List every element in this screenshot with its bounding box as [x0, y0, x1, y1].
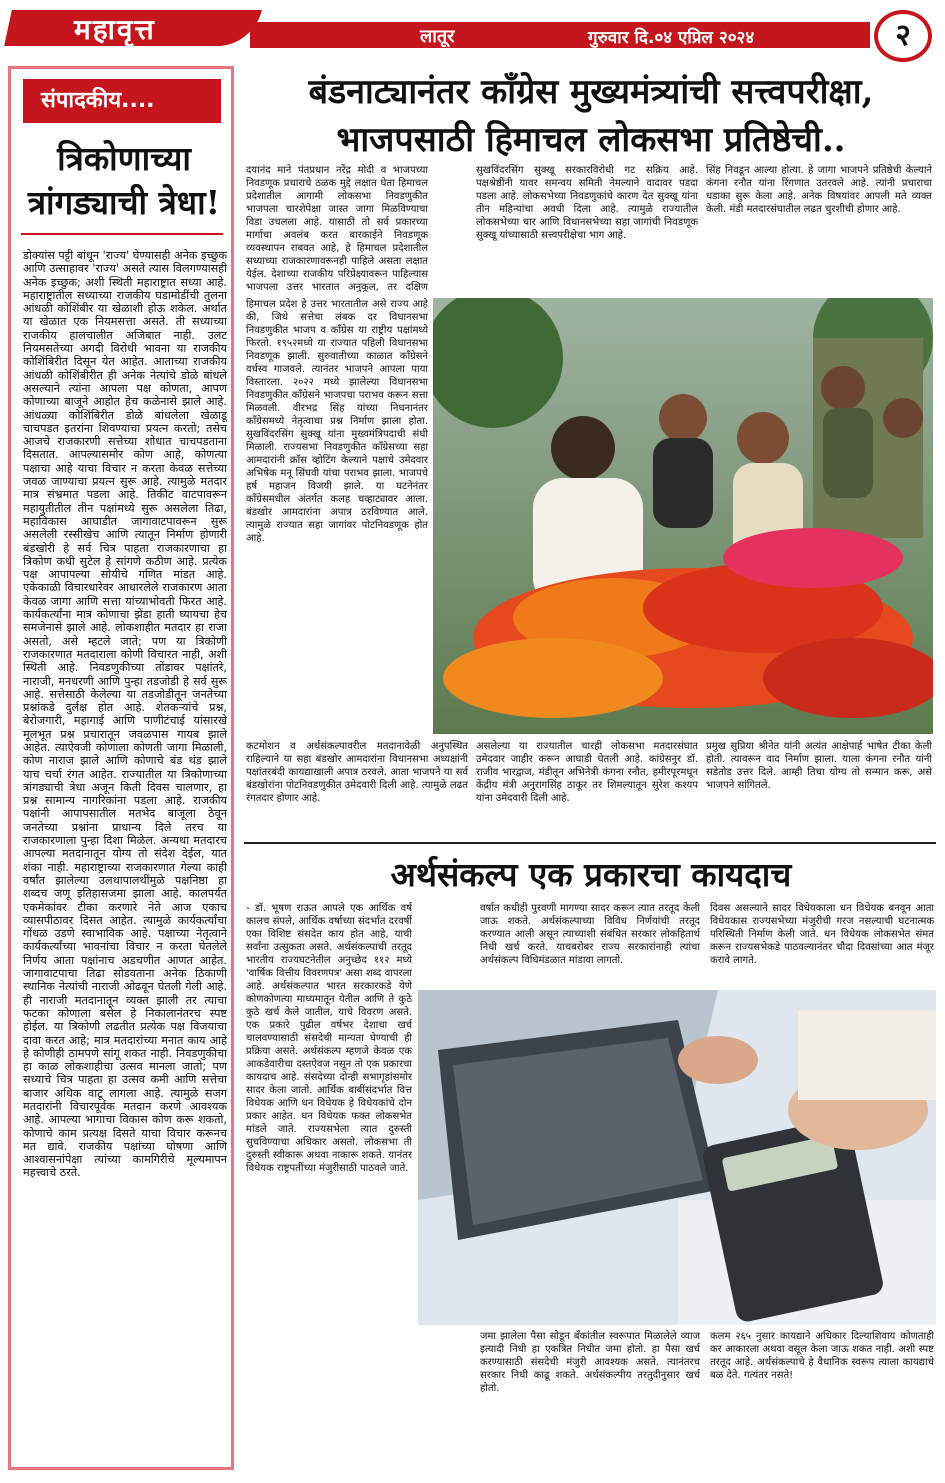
section-divider [244, 842, 936, 844]
story2-column-3: दिवस असल्याने सादर विधेयकाला धन विधेयक बनवून आता विधेयकास राज्यसभेच्या मंजुरीची गरज नसल्याची घटनात्मक परिस्थिती निर्माण केली जाते. धन विधेयक लोकसभेत संमत करून राज्यसभेकडे पाठवल्यानंतर चौदा दिवसांच्या आत मंजूर करावे लागते. [710, 903, 934, 966]
rally-image [433, 298, 933, 734]
story2-column-2: वर्षात कधीही पुरवणी मागण्या सादर करून त्यात तरतूद केली जाऊ शकते. अर्थसंकल्पाच्या विविध निर्णयांची तरतूद करण्यात आली असून त्याच्याशी संबंधित सरकार लोकहितार्थ निधी खर्च करते. याचबरोबर राज्य सरकारांनाही त्यांचा अर्थसंकल्प विधिमंडळात मांडावा लागतो. [480, 903, 700, 966]
story2-bottom-column-2: कलम २६५ नुसार कायद्याने अधिकार दिल्याशिवाय कोणताही कर आकारला अथवा वसूल केला जाऊ शकत नाही. अशी स्पष्ट तरतूद आहे. अर्थसंकल्पाचे हे वैधानिक स्वरूप त्याला कायद्याचे बळ देते. गत्यंतर नसते! [710, 1331, 934, 1381]
story1-headline: बंडनाट्यानंतर काँग्रेस मुख्यमंत्र्यांची सत्त्वपरीक्षा, भाजपसाठी हिमाचल लोकसभा प्रतिष्ठेची.. [308, 72, 874, 160]
editorial-divider [21, 233, 223, 235]
story1-column-left-lower: हिमाचल प्रदेश हे उत्तर भारतातील असे राज्य आहे की, जिथे सत्तेचा लंबक दर विधानसभा निवडणुकीत भाजप व काँग्रेस या राष्ट्रीय पक्षांमध्ये फिरतो. १९५२मध्ये या राज्यात पहिली विधानसभा निवडणूक झाली. सुरुवातीच्या काळात काँग्रेसने वर्चस्व गाजवले. त्यानंतर भाजपने आपला पाया विस्तारला. २०२२ मध्ये झालेल्या विधानसभा निवडणुकीत काँग्रेसने भाजपचा पराभव करून सत्ता मिळवली. वीरभद्र सिंह यांच्या निधनानंतर काँग्रेसमध्ये नेतृत्वाचा प्रश्न निर्माण झाला होता. सुखविंदरसिंग सुक्खू यांना मुख्यमंत्रिपदाची संधी मिळाली. राज्यसभा निवडणुकीत काँग्रेसच्या सहा आमदारांनी क्रॉस व्होटिंग केल्याने पक्षाचे उमेदवार अभिषेक मनू सिंघवी यांचा पराभव झाला. भाजपचे हर्ष महाजन विजयी झाले. या घटनेनंतर काँग्रेसमधील अंतर्गत कलह चव्हाट्यावर आला. बंडखोर आमदारांना अपात्र ठरविण्यात आले. त्यामुळे राज्यात सहा जागांवर पोटनिवडणूक होत आहे. [246, 299, 428, 544]
editorial-body: डोक्यांस पट्टी बांधून 'राज्य' घेण्यासही अनेक इच्छुक आणि उत्साहावर 'राज्य' असते त्यास विलगण्यासही अनेक इच्छुक; अशी स्थिती महाराष्ट्रात सध्या आहे. महाराष्ट्रातील सध्याच्या राजकीय घडामोडींची तुलना आंधळी कोशिंबीर या खेळाशी होऊ शकेल. अर्थात या खेळात एक नियमसत्ता असते. ती सध्याच्या राजकीय हालचालीत अजिबात नाही. उलट नियमसतेच्या अगदी विरोधी भावना या राजकीय कोशिंबिरीत दिसून येत आहेत. आताच्या राजकीय आंधळी कोशिंबीरीत ही अनेक नेत्यांचे डोळे बांधले असल्याने त्यांना आपला पक्ष कोणता, आपण कोणाच्या बाजूने आहोत हेच कळेनासे झाले आहे. आंधळ्या कोशिंबिरीत डोळे बांधलेला खेळाडू चाचपडत इतरांना शिवण्याचा प्रयत्न करतो; तसेच आजचे राजकारणी सत्तेच्या शोधात चाचपडताना दिसतात. आपल्यासमोर कोण आहे, कोणत्या पक्षाचा आहे याचा विचार न करता केवळ सत्तेच्या जवळ जाण्याचा प्रयत्न सुरू आहे. त्यामुळे मतदार मात्र संभ्रमात पडला आहे. तिकीट वाटपावरून महायुतीतील तीन पक्षांमध्ये सुरू असलेला तिढा, महाविकास आघाडीत जागावाटपावरून सुरू असलेली रस्सीखेच आणि त्यातून निर्माण होणारी बंडखोरी हे सर्व चित्र पाहता राजकारणाचा हा त्रिकोण कधी सुटेल हे सांगणे कठीण आहे. प्रत्येक पक्ष आपापल्या सोयीचे गणित मांडत आहे. एकेकाळी विचारधारेवर आधारलेले राजकारण आता केवळ जागा आणि सत्ता यांच्याभोवती फिरत आहे. कार्यकर्त्यांना मात्र कोणाचा झेंडा हाती घ्यायचा हेच समजेनासे झाले आहे. लोकशाहीत मतदार हा राजा असतो, असे म्हटले जाते; पण या त्रिकोणी राजकारणात मतदाराला कोणी विचारत नाही, अशी स्थिती आहे. निवडणुकीच्या तोंडावर पक्षांतरे, नाराजी, मनधरणी आणि पुन्हा तडजोडी हे सर्व सुरू आहे. सत्तेसाठी केलेल्या या तडजोडीतून जनतेच्या प्रश्नांकडे दुर्लक्ष होत आहे. शेतकऱ्यांचे प्रश्न, बेरोजगारी, महागाई आणि पाणीटंचाई यांसारखे मूलभूत प्रश्न प्रचारातून जवळपास गायब झाले आहेत. त्याऐवजी कोणाला कोणती जागा मिळाली, कोण नाराज झाले आणि कोणाचे बंड थंड झाले याच चर्चा रंगत आहेत. राज्यातील या त्रिकोणाच्या त्रांगड्याची त्रेधा अजून किती दिवस चालणार, हा प्रश्न सामान्य नागरिकांना पडला आहे. राजकीय पक्षांनी आपापसातील मतभेद बाजूला ठेवून जनतेच्या प्रश्नांना प्राधान्य दिले तरच या राजकारणाला पुन्हा दिशा मिळेल. अन्यथा मतदारच आपल्या मतदानातून योग्य तो संदेश देईल, यात शंका नाही. महाराष्ट्राच्या राजकारणात गेल्या काही वर्षांत झालेल्या उलथापालथींमुळे पक्षनिष्ठा हा शब्दच जणू इतिहासजमा झाला आहे. कालपर्यंत एकमेकांवर टीका करणारे नेते आज एकाच व्यासपीठावर दिसत आहेत. त्यामुळे कार्यकर्त्यांचा गोंधळ उडणे स्वाभाविक आहे. पक्षाच्या नेतृत्वाने कार्यकर्त्यांच्या भावनांचा विचार न करता घेतलेले निर्णय आता पक्षांनाच अडचणीत आणत आहेत. जागावाटपाचा तिढा सोडवताना अनेक ठिकाणी स्थानिक नेत्यांची नाराजी ओढवून घेतली गेली आहे. ही नाराजी मतदानातून व्यक्त झाली तर त्याचा फटका कोणाला बसेल हे निकालानंतरच स्पष्ट होईल. या त्रिकोणी लढतीत प्रत्येक पक्ष विजयाचा दावा करत आहे; मात्र मतदारांच्या मनात काय आहे हे कोणीही ठामपणे सांगू शकत नाही. निवडणुकीचा हा काळ लोकशाहीचा उत्सव मानला जातो; पण सध्याचे चित्र पाहता हा उत्सव कमी आणि सत्तेचा बाजार अधिक वाटू लागला आहे. त्यामुळे सजग मतदारांनी विचारपूर्वक मतदान करणे आवश्यक आहे. आपल्या भागाचा विकास कोण करू शकतो, कोणाचे काम प्रत्यक्ष दिसते याचा विचार करूनच मत द्यावे. राजकीय पक्षांच्या घोषणा आणि आश्वासनांपेक्षा त्यांच्या कामगिरीचे मूल्यमापन महत्त्वाचे ठरते. [23, 249, 227, 1180]
story1-bottom-column-3: प्रमुख सुप्रिया श्रीनेत यांनी अत्यंत आक्षेपार्ह भाषेत टीका केली होती. त्यावरून वाद निर्माण झाला. याला कंगना रनौत यांनी सडेतोड उत्तर दिले. आम्ही तिचा योग्य तो सन्मान करू, असे भाजपने सांगितले. [706, 741, 932, 791]
story2-column-1: - डॉ. भूषण राऊत आपले एक आर्थिक वर्ष कालच संपले, आर्थिक वर्षाच्या संदर्भात दरवर्षी एका विशिष्ट संसदेत काय होत आहे, याची सर्वांना उत्सुकता असते. अर्थसंकल्पाची तरतूद भारतीय राज्यघटनेतील अनुच्छेद ११२ मध्ये 'वार्षिक वित्तीय विवरणपत्र' असा शब्द वापरला आहे. अर्थसंकल्पात भारत सरकारकडे येणे कोणकोणत्या माध्यमातून येतील आणि ते कुठे कुठे खर्च केले जातील, याचे विवरण असते. एक प्रकारे पुढील वर्षभर देशाचा खर्च चालवण्यासाठी संसदेची मान्यता घेण्याची ही प्रक्रिया असते. अर्थसंकल्प म्हणजे केवळ एक आकडेवारीचा दस्तऐवज नसून तो एक प्रकारचा कायदाच आहे. संसदेच्या दोन्ही सभागृहांसमोर सादर केला जातो. आर्थिक बाबींसंदर्भात वित्त विधेयक आणि धन विधेयक हे विधेयकांचे दोन प्रकार आहेत. धन विधेयक फक्त लोकसभेत मांडले जाते. राज्यसभेला त्यात दुरुस्ती सुचविण्याचा अधिकार असतो. लोकसभा ती दुरुस्ती स्वीकारू अथवा नाकारू शकते. यानंतर विधेयक राष्ट्रपतींच्या मंजुरीसाठी पाठवले जाते. [246, 903, 412, 1174]
issue-date: गुरुवार दि.०४ एप्रिल २०२४ [588, 28, 755, 48]
editorial-title: त्रिकोणाच्या त्रांगड्याची त्रेधा! [27, 139, 221, 222]
editorial-label: संपादकीय.... [23, 79, 221, 123]
story1-bottom-column-2: असलेल्या या राज्यातील चारही लोकसभा मतदारसंघात उमेदवार जाहीर करून आघाडी घेतली आहे. कांग्रेसनुर डॉ. राजीव भारद्वाज, मंडीतून अभिनेत्री कंगना रनौत, हमीरपूरमधून केंद्रीय मंत्री अनुरागसिंह ठाकूर तर शिमल्यातून सुरेश कश्यप यांना उमेदवारी दिली आहे. [476, 741, 698, 804]
story2-bottom-column-1: जमा झालेला पैसा सोडून बँकांतील स्वरूपात मिळालेले व्याज इत्यादी निधी हा एकत्रित निधीत जमा होतो. हा पैसा खर्च करण्यासाठी संसदेची मंजुरी आवश्यक असते. त्यानंतरच सरकार निधी काढू शकते. अर्थसंकल्पीय तरतुदीनुसार खर्च होतो. [480, 1331, 700, 1394]
masthead-band [250, 22, 870, 48]
page-number: २ [874, 10, 932, 62]
edition-city: लातूर [420, 26, 455, 47]
budget-photo [418, 990, 936, 1325]
story2-headline: अर्थसंकल्प एक प्रकारचा कायदाच [390, 855, 792, 894]
calculator-laptop-image [418, 990, 936, 1325]
masthead [0, 0, 945, 52]
story1-column-2: सुखविंदरसिंग सुक्खू सरकारविरोधी गट सक्रिय आहे. पक्षश्रेष्ठींनी यावर समन्वय समिती नेमल्याने वादावर पडदा पडला आहे. लोकसभेच्या निवडणुकांचे कारण देत सुक्खू यांना तीन महिन्यांचा अवधी दिला आहे. त्यामुळे राज्यातील लोकसभेच्या चार आणि विधानसभेच्या सहा जागांची निवडणूक सुक्खू यांच्यासाठी सत्त्वपरीक्षेचा भाग आहे. [476, 165, 698, 241]
story1-bottom-column-1: कटमोशन व अर्थसंकल्पावरील मतदानावेळी अनुपस्थित राहिल्याने या सहा बंडखोर आमदारांना विधानसभा अध्यक्षांनी पक्षांतरबंदी कायद्याखाली अपात्र ठरवले. आता भाजपने या सर्व बंडखोरांना पोटनिवडणुकीत उमेदवारी दिली आहे. त्यामुळे लढत रंगतदार होणार आहे. [246, 741, 468, 804]
newspaper-title: महावृत्त [74, 13, 156, 46]
story1-column-1: दयानंद माने पंतप्रधान नरेंद्र मोदी व भाजपच्या निवडणूक प्रचाराचे ठळक मुद्दे लक्षात घेता हिमाचल प्रदेशातील आगामी लोकसभा निवडणुकीत भाजपला चारशेपेक्षा जास्त जागा मिळविण्याचा विडा उचलला आहे. यासाठी तो सर्व प्रकारच्या मार्गाचा अवलंब करत बारकाईने निवडणूक व्यवस्थापन राबवत आहे, हे हिमाचल प्रदेशातील सध्याच्या राजकारणावरूनही पाहिले असता लक्षात येईल. देशाच्या राजकीय परिप्रेक्ष्यावरून पाहिल्यास भाजपला उत्तर भारतात अनुकूल, तर दक्षिण [246, 165, 428, 292]
campaign-rally-photo [433, 298, 933, 734]
editorial-section [8, 66, 234, 1470]
story1-column-3: सिंह निवडून आल्या होत्या. हे जागा भाजपने प्रतिष्ठेची केल्याने कंगना रनौत यांना रिंगणात उतरवले आहे. त्यांनी प्रचाराचा धडाका सुरू केला आहे. अनेक विषयांवर आपली मते व्यक्त केली. मंडी मतदारसंघातील लढत चुरशीची होणार आहे. [706, 165, 932, 215]
